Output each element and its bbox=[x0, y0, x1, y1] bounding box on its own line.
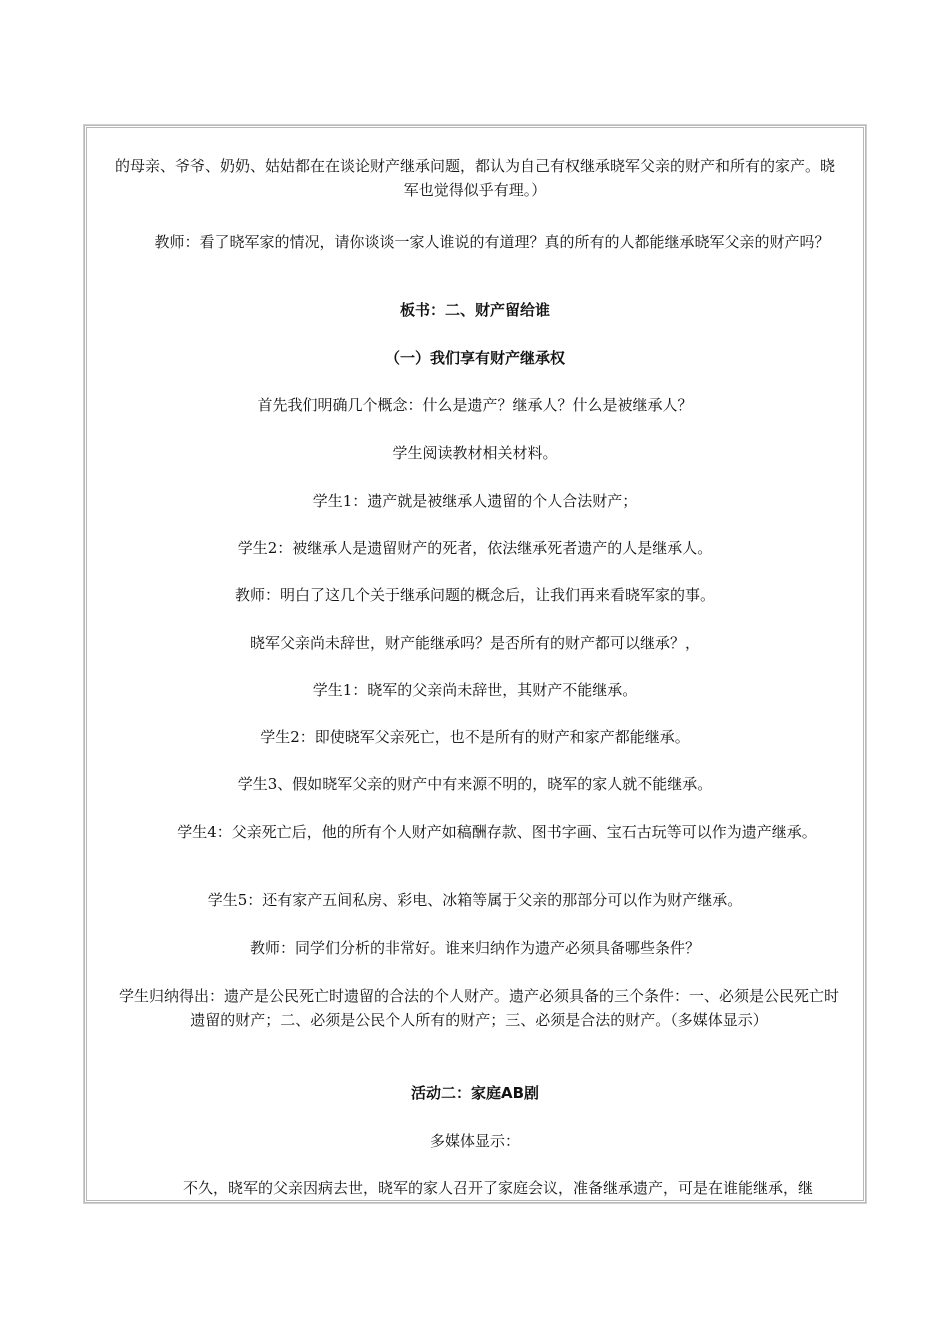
paragraph-question: 晓军父亲尚未辞世，财产能继承吗？是否所有的财产都可以继承？， bbox=[249, 634, 700, 652]
paragraph-student-1b: 学生1：晓军的父亲尚未辞世，其财产不能继承。 bbox=[312, 681, 638, 699]
paragraph-student-2: 学生2：被继承人是遗留财产的死者，依法继承死者遗产的人是继承人。 bbox=[237, 539, 713, 557]
paragraph-student-5: 学生5：还有家产五间私房、彩电、冰箱等属于父亲的那部分可以作为财产继承。 bbox=[207, 891, 743, 909]
paragraph-teacher-summary: 教师：同学们分析的非常好。谁来归纳作为遗产必须具备哪些条件？ bbox=[249, 939, 700, 957]
paragraph-multimedia: 多媒体显示： bbox=[429, 1132, 520, 1150]
board-heading: 板书：二、财产留给谁 bbox=[399, 301, 550, 319]
paragraph-student-1: 学生1：遗产就是被继承人遗留的个人合法财产； bbox=[312, 492, 638, 510]
section-heading: （一）我们享有财产继承权 bbox=[384, 349, 565, 367]
paragraph-student-3: 学生3、假如晓军父亲的财产中有来源不明的，晓军的家人就不能继承。 bbox=[237, 775, 713, 793]
paragraph-student-4: 学生4：父亲死亡后，他的所有个人财产如稿酬存款、图书字画、宝石古玩等可以作为遗产继承。 bbox=[177, 823, 817, 841]
paragraph-story: 不久，晓军的父亲因病去世，晓军的家人召开了家庭会议，准备继承遗产，可是在谁能继承，继 bbox=[182, 1179, 813, 1197]
paragraph-concepts: 首先我们明确几个概念：什么是遗产？继承人？什么是被继承人？ bbox=[257, 396, 693, 414]
paragraph-teacher-concepts: 教师：明白了这几个关于继承问题的概念后，让我们再来看晓军家的事。 bbox=[234, 586, 715, 604]
paragraph-student-conclusion: 学生归纳得出：遗产是公民死亡时遗留的合法的个人财产。遗产必须具备的三个条件：一、必须是公民死亡时遗留的财产；二、必须是公民个人所有的财产；三、必须是合法的财产。（多媒体显示） bbox=[118, 987, 839, 1029]
paragraph-family-discussion: 的母亲、爷爷、奶奶、姑姑都在在谈论财产继承问题，都认为自己有权继承晓军父亲的财产和所有的家产。晓军也觉得似乎有理。） bbox=[114, 157, 835, 199]
document-frame bbox=[84, 125, 866, 1203]
activity-heading: 活动二：家庭AB剧 bbox=[410, 1084, 540, 1102]
paragraph-student-2b: 学生2：即使晓军父亲死亡，也不是所有的财产和家产都能继承。 bbox=[260, 728, 690, 746]
paragraph-teacher-question: 教师：看了晓军家的情况，请你谈谈一家人谁说的有道理？真的所有的人都能继承晓军父亲的财产吗？ bbox=[154, 233, 830, 251]
paragraph-read-materials: 学生阅读教材相关材料。 bbox=[392, 444, 558, 462]
